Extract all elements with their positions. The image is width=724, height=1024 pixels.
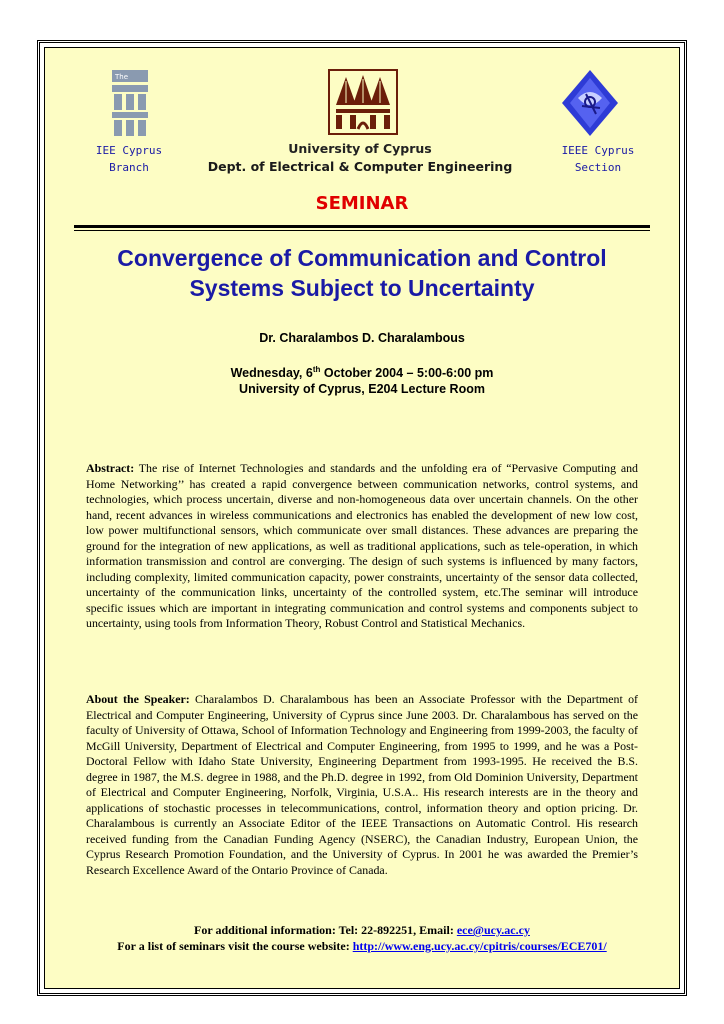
about-speaker-paragraph <box>86 692 638 878</box>
event-date <box>0 362 724 381</box>
divider-thin <box>74 230 650 231</box>
iee-cyprus-logo-icon <box>112 70 148 136</box>
event-type-heading: SEMINAR <box>315 193 409 214</box>
event-date-location <box>0 362 724 397</box>
seminar-title-line1: Convergence of Communication and Control <box>117 245 607 271</box>
about-speaker-text: Charalambos D. Charalambous has been an Associate Professor with the Department of Electrical and Computer Engineering, University of Cyprus since June 2003. Dr. Charalambous has served on the faculty of University of Ottawa, School of Information Technology and Engineering from 1999-2003, the faculty of McGill University, Department of Electrical and Computer Engineering, from 1995 to 1999, and he was a Post-Doctoral Fellow with Idaho State University, Engineering Department from 1993-1995. He received the B.S. degree in 1987, the M.S. degree in 1988, and the Ph.D. degree in 1992, from Old Dominion University, Department of Electrical and Computer Engineering, Norfolk, Virginia, U.S.A.. His research interests are in the theory and applications of stochastic processes in telecommunications, control, information theory and option pricing. Dr. Charalambous is currently an Associate Editor of the IEEE Transactions on Automatic Control. His research received funding from the Canadian Funding Agency (NSERC), the Canadian Industry, European Union, the Cyprus Research Promotion Foundation, and the University of Cyprus. In 2001 he was awarded the Premier’s Research Excellence Award of the Ontario Province of Canada. <box>86 692 639 877</box>
iee-caption-line1: IEE Cyprus <box>95 144 163 157</box>
event-date-time: October 2004 – 5:00-6:00 pm <box>320 366 494 381</box>
contact-line-info <box>60 922 664 938</box>
event-location: University of Cyprus, E204 Lecture Room <box>239 382 485 397</box>
course-website-link[interactable]: http://www.eng.ucy.ac.cy/cpitris/courses/ECE701/ <box>352 939 607 953</box>
about-speaker-label: About the Speaker: <box>86 692 190 706</box>
seminar-title <box>60 243 664 303</box>
university-heading <box>160 140 560 176</box>
svg-text:The: The <box>115 73 129 81</box>
ieee-cyprus-section-caption <box>548 142 648 176</box>
contact-info <box>60 922 664 954</box>
event-date-prefix: Wednesday, 6 <box>230 366 313 381</box>
contact-info-prefix: For additional information: Tel: 22-892251, Email: <box>194 923 457 937</box>
iee-caption-line2: Branch <box>109 161 149 174</box>
ieee-caption-line1: IEEE Cyprus <box>561 144 635 157</box>
email-link[interactable]: ece@ucy.ac.cy <box>456 923 530 937</box>
divider-thick <box>74 225 650 228</box>
abstract-text: The rise of Internet Technologies and standards and the unfolding era of “Pervasive Computing and Home Networking’’ has created a rapid convergence between communication networks, control systems, and technologies, which process uncertain, diverse and non-homogeneous data over uncertain channels. On the other hand, recent advances in wireless communications and electronics has enabled the development of new low cost, low power multifunctional sensors, which communicate over small distances. These advances are preparing the ground for the integration of new applications, as well as traditional applications, such as tele-operation, in which information transmission and control are converging. The design of such systems is influenced by many factors, including complexity, limited communication capacity, power constraints, uncertainty of the sensor data collected, uncertainty of the communication links, uncertainty of the controlled system, etc.The seminar will introduce specific issues which are important in integrating communication and control systems and components subject to uncertainty, using tools from Information Theory, Robust Control and Statistical Mechanics. <box>86 461 638 630</box>
speaker-name: Dr. Charalambos D. Charalambous <box>259 331 465 345</box>
ieee-logo-icon <box>560 68 620 138</box>
seminar-title-line2: Systems Subject to Uncertainty <box>189 275 535 301</box>
event-date-suffix-ordinal: th <box>312 365 321 374</box>
ieee-caption-line2: Section <box>574 161 622 174</box>
website-prefix: For a list of seminars visit the course website: <box>117 939 353 953</box>
university-of-cyprus-logo-icon <box>328 69 398 135</box>
department-name: Dept. of Electrical & Computer Engineering <box>207 159 513 174</box>
abstract-label: Abstract: <box>86 461 135 475</box>
contact-line-website <box>60 938 664 954</box>
university-name: University of Cyprus <box>288 141 432 156</box>
abstract-paragraph <box>86 461 638 632</box>
